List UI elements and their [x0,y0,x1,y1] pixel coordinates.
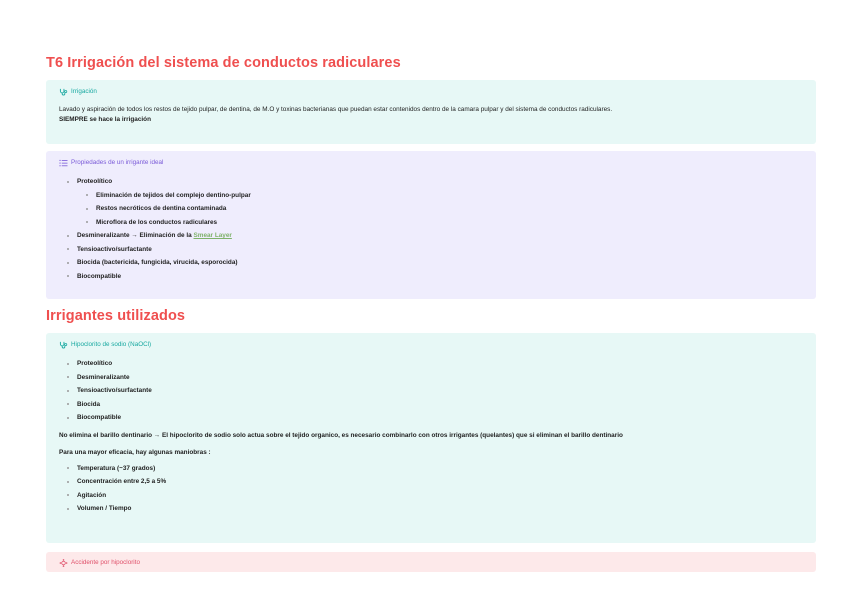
list-item: Biocompatible [59,270,803,284]
list-item: Temperatura (~37 grados) [59,462,803,476]
accidente-title-text: Accidente por hipoclorito [71,559,140,566]
hipoclorito-callout [46,333,816,543]
accidente-callout-title [59,558,803,567]
list-item: Desmineralizante → Eliminación de la Smear Layer [59,229,803,243]
propiedades-title-text: Propiedades de un irrigante ideal [71,159,164,166]
smear-layer-link[interactable]: Smear Layer [193,232,232,239]
list-item: Eliminación de tejidos del complejo dentino-pulpar [59,189,803,203]
efficacy-intro: Para una mayor eficacia, hay algunas maniobras : [59,449,211,456]
irrigacion-always: SIEMPRE se hace la irrigación [59,115,151,123]
section-heading-irrigantes: Irrigantes utilizados [46,308,186,324]
stethoscope-icon [59,341,68,349]
section-heading-irrigacion: T6 Irrigación del sistema de conductos radiculares [46,55,401,71]
hipoclorito-callout-title [59,340,803,349]
irrigacion-definition: Lavado y aspiración de todos los restos de tejido pulpar, de dentina, de M.O y toxinas bacterianas que puedan estar contenidos dentro de la camara pulpar y del sistema de conductos radiculares. [59,106,613,113]
list-item: Biocida (bactericida, fungicida, virucida, esporocida) [59,256,803,270]
list-item: Desmineralizante [59,371,803,385]
list-item: Restos necróticos de dentina contaminada [59,202,803,216]
maneuvers-list [59,462,803,516]
hipoclorito-note: No elimina el barillo dentinario → El hipoclorito de sodio solo actua sobre el tejido organico, es necesario combinarlo con otros irrigantes (quelantes) que si eliminan el barillo dentinario [59,431,623,439]
stethoscope-icon [59,88,68,96]
list-icon [59,159,68,167]
irrigacion-callout [46,80,816,144]
irrigacion-title-text: Irrigación [71,88,97,95]
list-item: Proteolítico [59,357,803,371]
irrigacion-callout-title [59,87,803,96]
list-item: Volumen / Tiempo [59,502,803,516]
list-item: Tensioactivo/surfactante [59,243,803,257]
propiedades-list [59,175,803,283]
list-item: Biocida [59,398,803,412]
hipoclorito-title-text: Hipoclorito de sodio (NaOCl) [71,341,152,348]
propiedades-callout-title [59,158,803,167]
list-item: Concentración entre 2,5 a 5% [59,475,803,489]
virus-icon [59,559,68,567]
propiedades-callout [46,151,816,299]
accidente-callout [46,552,816,572]
list-item: Agitación [59,489,803,503]
list-item: Proteolítico [59,175,803,189]
list-item: Biocompatible [59,411,803,425]
hipoclorito-properties-list [59,357,803,425]
list-item: Microflora de los conductos radiculares [59,216,803,230]
list-item: Tensioactivo/surfactante [59,384,803,398]
